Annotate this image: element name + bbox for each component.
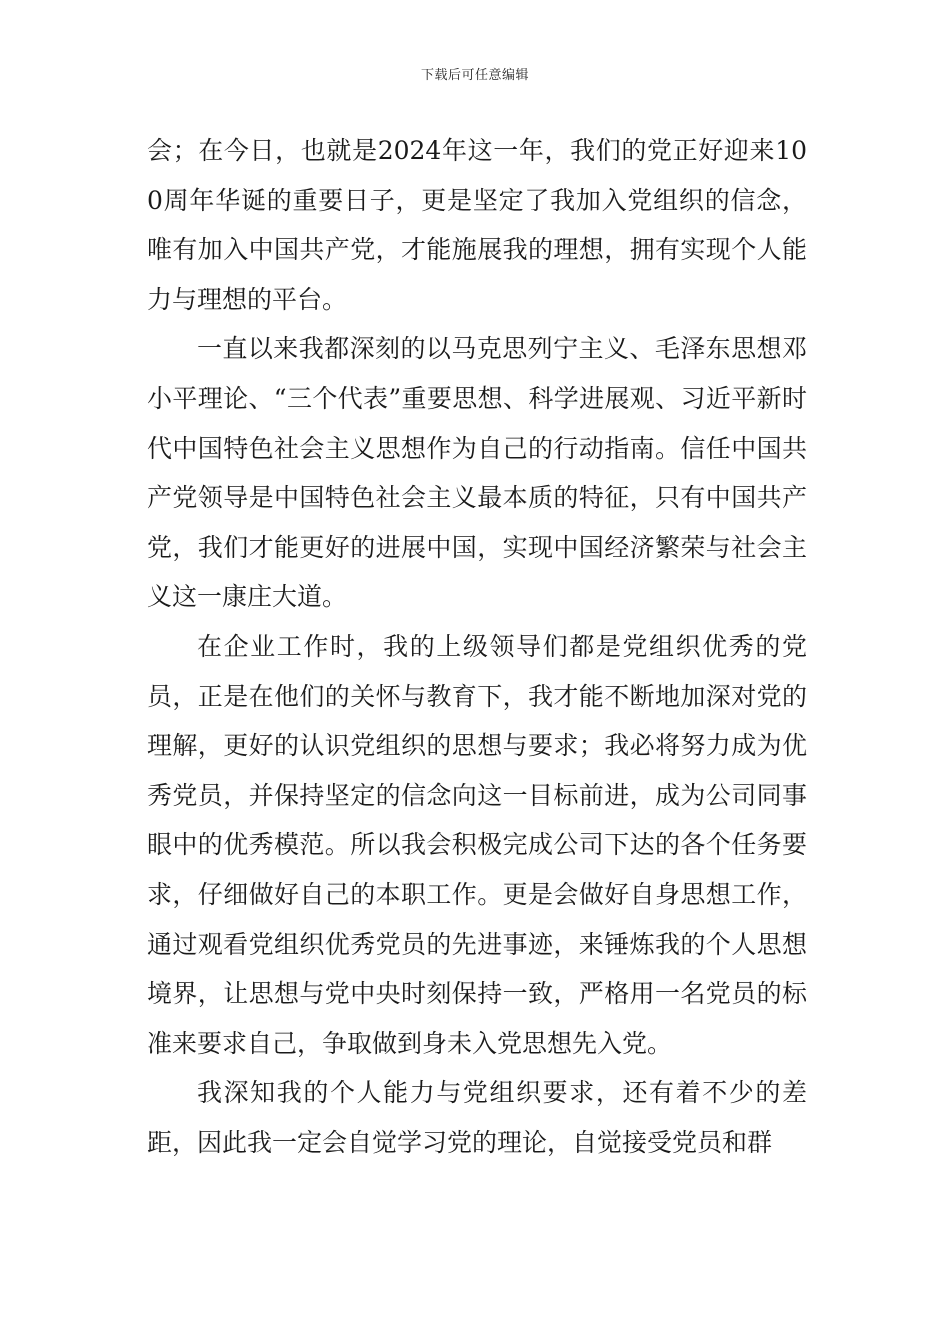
paragraph-continued: 会；在今日，也就是2024年这一年，我们的党正好迎来100周年华诞的重要日子，更是坚定了我加入党组织的信念，唯有加入中国共产党，才能施展我的理想，拥有实现个人能力与理想的平台。 bbox=[147, 136, 807, 314]
paragraph: 在企业工作时，我的上级领导们都是党组织优秀的党员，正是在他们的关怀与教育下，我才能不断地加深对党的理解，更好的认识党组织的思想与要求；我必将努力成为优秀党员，并保持坚定的信念向这一目标前进，成为公司同事眼中的优秀模范。所以我会积极完成公司下达的各个任务要求，仔细做好自己的本职工作。更是会做好自身思想工作，通过观看党组织优秀党员的先进事迹，来锤炼我的个人思想境界，让思想与党中央时刻保持一致，严格用一名党员的标准来要求自己，争取做到身未入党思想先入党。 bbox=[147, 631, 807, 1058]
document-body bbox=[147, 126, 807, 1167]
page-header-note: 下载后可任意编辑 bbox=[420, 68, 529, 83]
paragraph: 一直以来我都深刻的以马克思列宁主义、毛泽东思想邓小平理论、“三个代表”重要思想、科学进展观、习近平新时代中国特色社会主义思想作为自己的行动指南。信任中国共产党领导是中国特色社会主义最本质的特征，只有中国共产党，我们才能更好的进展中国，实现中国经济繁荣与社会主义这一康庄大道。 bbox=[147, 334, 807, 612]
paragraph: 我深知我的个人能力与党组织要求，还有着不少的差距，因此我一定会自觉学习党的理论，自觉接受党员和群 bbox=[147, 1078, 807, 1157]
